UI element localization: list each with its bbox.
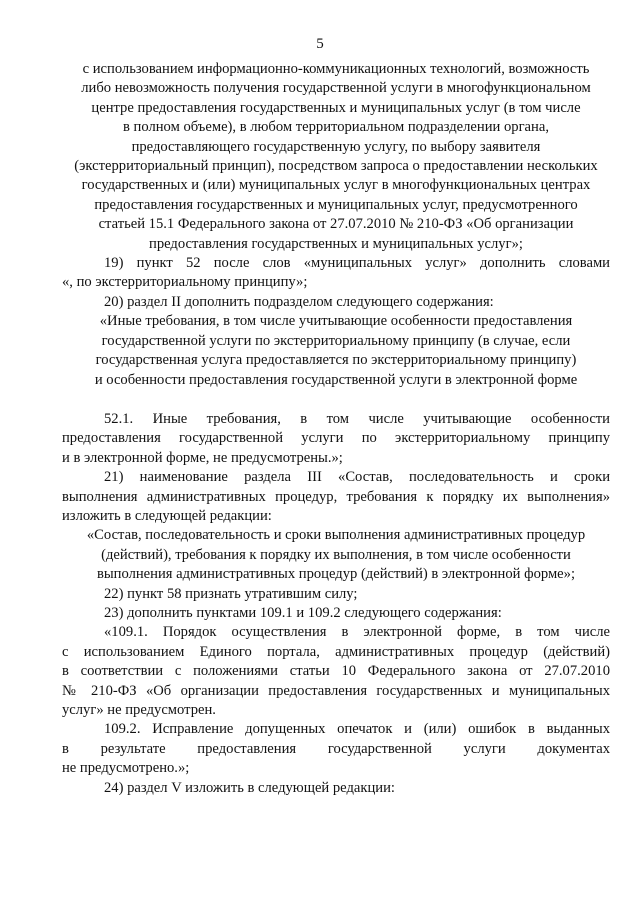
item-19	[62, 254, 610, 293]
text-line: государственная услуга предоставляется по экстерриториальному принципу)	[95, 352, 577, 369]
text-line: 23) дополнить пунктами 109.1 и 109.2 следующего содержания:	[104, 604, 502, 621]
text-line: «Состав, последовательность и сроки выполнения административных процедур	[86, 527, 586, 544]
item-22	[62, 585, 610, 604]
text-line: с использованием Единого портала, административных процедур (действий)	[62, 643, 610, 660]
spacer	[62, 390, 610, 410]
text-line: 52.1. Иные требования, в том числе учитывающие особенности	[104, 410, 610, 427]
text-line: предоставления государственных и муниципальных услуг, предусмотренного	[94, 196, 578, 213]
text-line: в соответствии с положениями статьи 10 Федерального закона от 27.07.2010	[62, 663, 610, 680]
page-number: 5	[316, 36, 324, 52]
text-line: выполнения административных процедур, требования к порядку их выполнения»	[62, 488, 610, 505]
text-line: либо невозможность получения государственной услуги в многофункциональном	[81, 80, 591, 97]
item-20	[62, 293, 610, 312]
text-line: и в электронной форме, не предусмотрены.»;	[62, 449, 343, 466]
text-line: «, по экстерриториальному принципу»;	[62, 274, 308, 291]
paragraph-52-1	[62, 410, 610, 468]
text-line: выполнения административных процедур (действий) в электронной форме»;	[96, 566, 576, 583]
text-line: в полном объеме), в любом территориальном подразделении органа,	[123, 119, 549, 136]
text-line: центре предоставления государственных и муниципальных услуг (в том числе	[91, 99, 581, 116]
text-line: с использованием информационно-коммуникационных технологий, возможность	[82, 61, 590, 77]
paragraph-109-1	[62, 623, 610, 720]
text-line: 21) наименование раздела III «Состав, последовательность и сроки	[104, 469, 610, 486]
paragraph-109-2	[62, 720, 610, 778]
item-23	[62, 604, 610, 623]
text-line: изложить в следующей редакции:	[62, 507, 272, 524]
text-line: № 210-ФЗ «Об организации предоставления государственных и муниципальных	[62, 682, 610, 699]
text-line: «109.1. Порядок осуществления в электронной форме, в том числе	[104, 624, 610, 641]
text-line: 24) раздел V изложить в следующей редакции:	[104, 779, 395, 796]
text-line: (экстерриториальный принцип), посредством запроса о предоставлении нескольких	[74, 158, 598, 175]
subsection-heading	[62, 312, 610, 390]
text-line: предоставляющего государственную услугу, по выбору заявителя	[131, 138, 541, 155]
text-line: «Иные требования, в том числе учитывающие особенности предоставления	[99, 313, 573, 330]
text-line: 22) пункт 58 признать утратившим силу;	[104, 585, 358, 602]
intro-paragraph	[62, 60, 610, 254]
text-line: 19) пункт 52 после слов «муниципальных услуг» дополнить словами	[104, 255, 610, 272]
text-line: (действий), требования к порядку их выполнения, в том числе особенности	[101, 546, 571, 563]
text-line: услуг» не предусмотрен.	[62, 702, 216, 718]
text-line: не предусмотрено.»;	[62, 760, 190, 777]
text-line: государственных и (или) муниципальных услуг в многофункциональных центрах	[81, 177, 591, 194]
document-body	[62, 60, 610, 798]
text-line: предоставления государственных и муниципальных услуг»;	[149, 235, 523, 252]
item-24	[62, 779, 610, 798]
text-line: и особенности предоставления государственной услуги в электронной форме	[94, 371, 578, 388]
item-21	[62, 468, 610, 526]
text-line: предоставления государственной услуги по экстерриториальному принципу	[62, 430, 610, 447]
text-line: 109.2. Исправление допущенных опечаток и (или) ошибок в выданных	[104, 721, 610, 738]
section-title	[62, 526, 610, 584]
text-line: в результате предоставления государственной услуги документах	[62, 740, 610, 757]
text-line: статьей 15.1 Федерального закона от 27.07.2010 № 210-ФЗ «Об организации	[98, 216, 574, 233]
text-line: 20) раздел II дополнить подразделом следующего содержания:	[104, 293, 494, 310]
text-line: государственной услуги по экстерриториальному принципу (в случае, если	[101, 332, 571, 349]
